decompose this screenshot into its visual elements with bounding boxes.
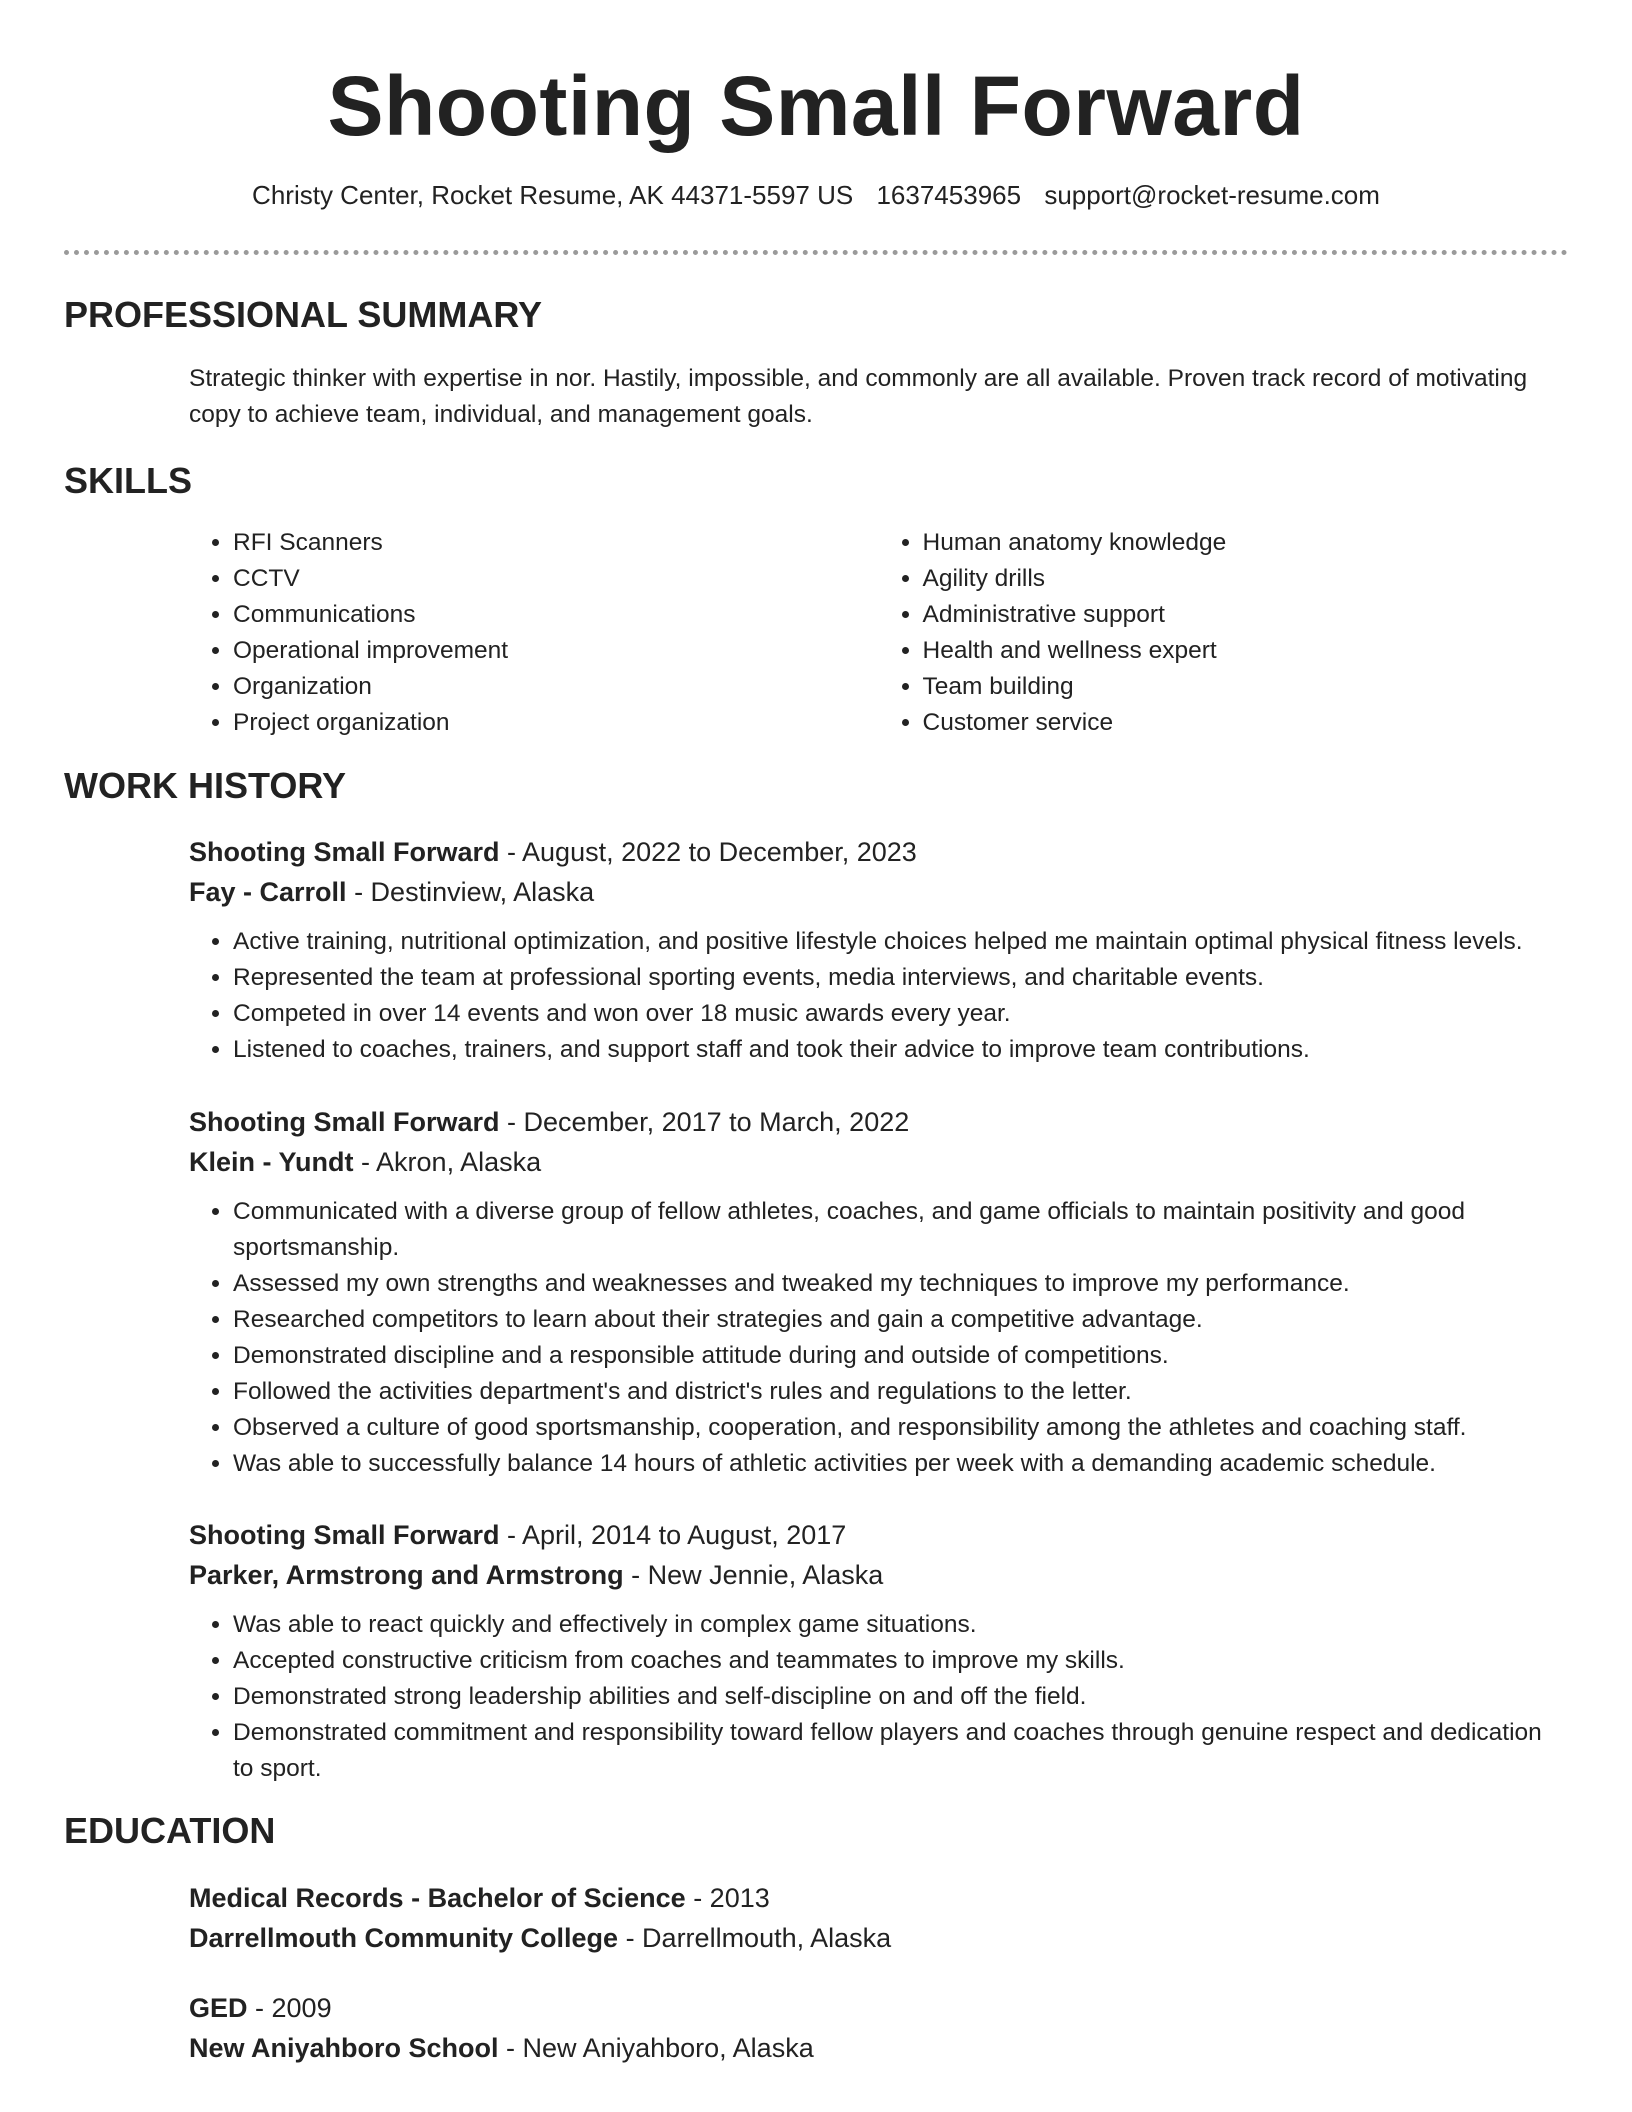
job-bullet: • Was able to successfully balance 14 hours of athletic activities per week with a demanding academic schedule.	[233, 1446, 1568, 1482]
job-bullets	[189, 1194, 1568, 1482]
skill-item: • Customer service	[923, 705, 1569, 741]
job-bullet: • Assessed my own strengths and weaknesses and tweaked my techniques to improve my performance.	[233, 1266, 1568, 1302]
education-location: - New Aniyahboro, Alaska	[506, 2033, 814, 2063]
skill-item: • Project organization	[233, 705, 879, 741]
job-title-line	[189, 832, 1568, 872]
job-title-line	[189, 1102, 1568, 1142]
job-location: - Destinview, Alaska	[354, 877, 595, 907]
job-location: - Akron, Alaska	[361, 1147, 542, 1177]
education-entry	[189, 1878, 1568, 1958]
job-title: Shooting Small Forward	[189, 1520, 500, 1550]
job-entry	[189, 1102, 1568, 1482]
skill-item: • CCTV	[233, 561, 879, 597]
education-location: - Darrellmouth, Alaska	[625, 1923, 892, 1953]
job-bullet: • Listened to coaches, trainers, and support staff and took their advice to improve team contributions.	[233, 1032, 1568, 1068]
education-heading: EDUCATION	[64, 1810, 276, 1851]
education-degree-line	[189, 1878, 1568, 1918]
header-divider	[64, 250, 1568, 255]
education-degree: GED	[189, 1993, 248, 2023]
job-dates: - December, 2017 to March, 2022	[507, 1107, 910, 1137]
education-school-line	[189, 1918, 1568, 1958]
skills-heading: SKILLS	[64, 460, 193, 501]
education-year: - 2013	[693, 1883, 770, 1913]
job-bullets	[189, 1607, 1568, 1787]
job-dates: - April, 2014 to August, 2017	[507, 1520, 847, 1550]
education-year: - 2009	[255, 1993, 332, 2023]
job-bullet: • Was able to react quickly and effectively in complex game situations.	[233, 1607, 1568, 1643]
job-company: Klein - Yundt	[189, 1147, 354, 1177]
skill-item: • Operational improvement	[233, 633, 879, 669]
contact-line	[0, 180, 1632, 211]
job-company-line	[189, 872, 1568, 912]
education-school: Darrellmouth Community College	[189, 1923, 619, 1953]
job-location: - New Jennie, Alaska	[631, 1560, 884, 1590]
skills-list-right	[879, 525, 1569, 741]
skill-item: • Team building	[923, 669, 1569, 705]
job-title: Shooting Small Forward	[189, 1107, 500, 1137]
job-company-line	[189, 1555, 1568, 1595]
skills-list-left	[189, 525, 879, 741]
skill-item: • Administrative support	[923, 597, 1569, 633]
job-company: Fay - Carroll	[189, 877, 347, 907]
summary-heading: PROFESSIONAL SUMMARY	[64, 294, 543, 335]
job-bullet: • Demonstrated strong leadership abilities and self-discipline on and off the field.	[233, 1679, 1568, 1715]
job-bullet: • Observed a culture of good sportsmanship, cooperation, and responsibility among the athletes and coaching staff.	[233, 1410, 1568, 1446]
skills-block	[189, 525, 1568, 741]
skill-item: • Health and wellness expert	[923, 633, 1569, 669]
job-bullet: • Accepted constructive criticism from coaches and teammates to improve my skills.	[233, 1643, 1568, 1679]
skill-item: • Agility drills	[923, 561, 1569, 597]
job-bullet: • Demonstrated discipline and a responsible attitude during and outside of competitions.	[233, 1338, 1568, 1374]
education-entry	[189, 1988, 1568, 2068]
job-bullet: • Demonstrated commitment and responsibility toward fellow players and coaches through genuine respect and dedication to sport.	[233, 1715, 1568, 1787]
skill-item: • Communications	[233, 597, 879, 633]
summary-text: Strategic thinker with expertise in nor. Hastily, impossible, and commonly are all available. Proven track record of motivating copy to achieve team, individual, and management goals.	[189, 365, 1528, 428]
job-entry	[189, 832, 1568, 1068]
contact-email: support@rocket-resume.com	[1044, 180, 1380, 210]
skill-item: • Human anatomy knowledge	[923, 525, 1569, 561]
education-degree: Medical Records - Bachelor of Science	[189, 1883, 686, 1913]
job-dates: - August, 2022 to December, 2023	[507, 837, 917, 867]
skill-item: • Organization	[233, 669, 879, 705]
job-bullet: • Researched competitors to learn about their strategies and gain a competitive advantage.	[233, 1302, 1568, 1338]
skill-item: • RFI Scanners	[233, 525, 879, 561]
job-bullet: • Active training, nutritional optimization, and positive lifestyle choices helped me maintain optimal physical fitness levels.	[233, 924, 1568, 960]
job-bullet: • Followed the activities department's and district's rules and regulations to the letter.	[233, 1374, 1568, 1410]
job-entry	[189, 1515, 1568, 1787]
education-school-line	[189, 2028, 1568, 2068]
contact-phone: 1637453965	[876, 180, 1022, 210]
job-bullets	[189, 924, 1568, 1068]
education-school: New Aniyahboro School	[189, 2033, 499, 2063]
contact-address: Christy Center, Rocket Resume, AK 44371-5597 US	[252, 180, 854, 210]
job-bullet: • Communicated with a diverse group of fellow athletes, coaches, and game officials to maintain positivity and good sportsmanship.	[233, 1194, 1568, 1266]
job-bullet: • Competed in over 14 events and won over 18 music awards every year.	[233, 996, 1568, 1032]
job-title-line	[189, 1515, 1568, 1555]
work-history-heading: WORK HISTORY	[64, 765, 347, 806]
education-degree-line	[189, 1988, 1568, 2028]
job-bullet: • Represented the team at professional sporting events, media interviews, and charitable events.	[233, 960, 1568, 996]
job-company-line	[189, 1142, 1568, 1182]
job-company: Parker, Armstrong and Armstrong	[189, 1560, 624, 1590]
job-title: Shooting Small Forward	[189, 837, 500, 867]
summary-block	[189, 361, 1568, 433]
resume-name: Shooting Small Forward	[327, 59, 1305, 153]
